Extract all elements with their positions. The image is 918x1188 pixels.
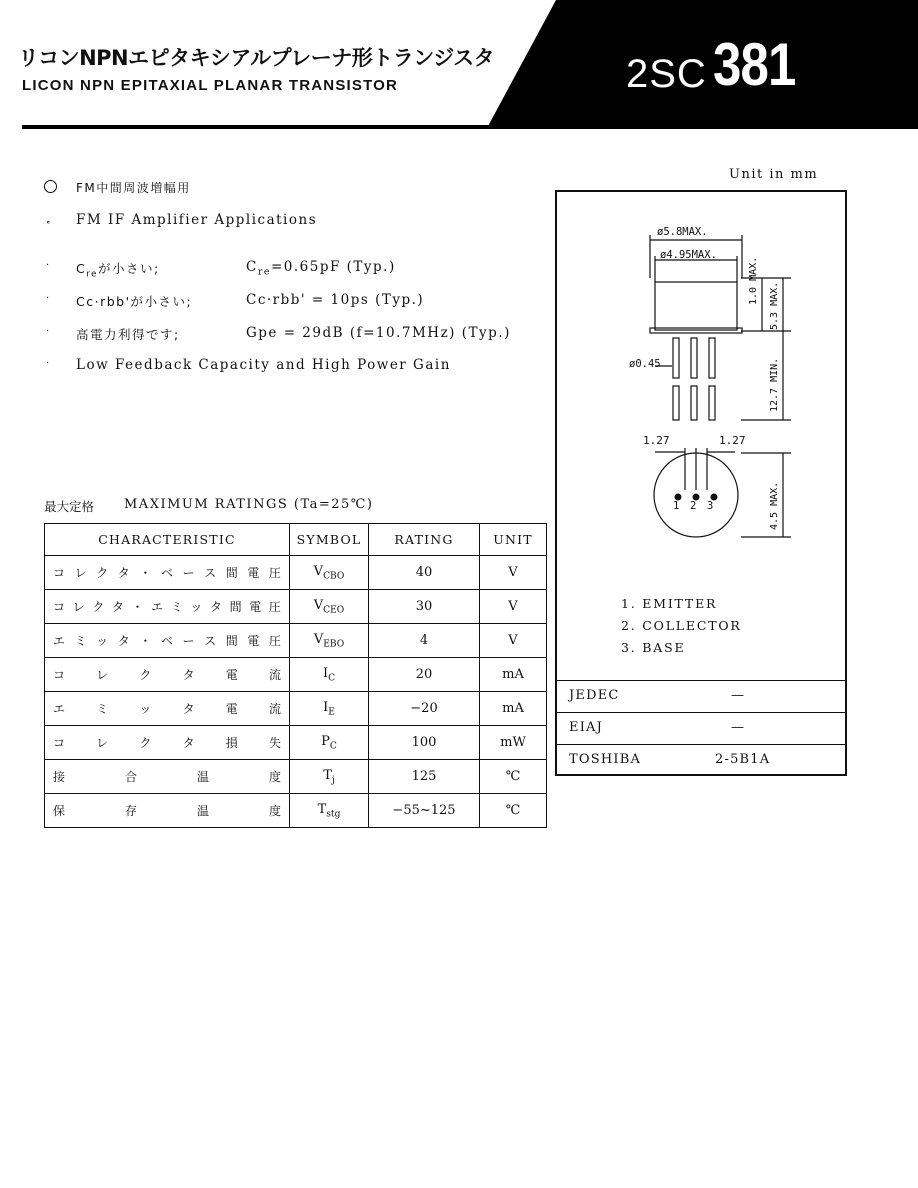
table-row <box>45 658 547 692</box>
row-characteristic <box>45 726 290 760</box>
table-row <box>45 692 547 726</box>
pin-2-label: 2. COLLECTOR <box>621 618 742 633</box>
standard-code: — <box>731 688 746 703</box>
pin-3-label: 3. BASE <box>621 640 686 655</box>
row-symbol: $I_E$ <box>290 692 369 726</box>
feature-2-label: Cc·rbb'が小さい; <box>76 294 193 309</box>
standard-row-eiaj <box>555 712 847 744</box>
row-name: 接 合 温 度 <box>53 770 281 784</box>
row-symbol: $T_{stg}$ <box>290 794 369 828</box>
header-symbol: SYMBOL <box>290 524 369 556</box>
row-name: コ レ ク タ ・ エ ミ ッ タ 間 電 圧 <box>53 600 281 614</box>
header-characteristic: CHARACTERISTIC <box>45 524 290 556</box>
row-characteristic <box>45 692 290 726</box>
title-japanese: リコンNPNエピタキシアルプレーナ形トランジスタ <box>18 46 495 70</box>
row-name: エ ミ ッ タ 電 流 <box>53 702 281 716</box>
standard-org: TOSHIBA <box>569 752 642 767</box>
feature-1-label: $C_{re}$が小さい; <box>76 261 160 280</box>
table-row <box>45 556 547 590</box>
row-characteristic <box>45 624 290 658</box>
standard-org: JEDEC <box>569 688 620 703</box>
dim-inner-diameter: ø4.95MAX. <box>660 249 717 261</box>
row-unit: mA <box>480 658 547 692</box>
pin-number-1: 1 <box>673 500 680 512</box>
row-rating: 125 <box>369 760 480 794</box>
table-row <box>45 624 547 658</box>
standard-row-jedec <box>555 680 847 712</box>
standard-org: EIAJ <box>569 720 604 735</box>
row-rating: −55~125 <box>369 794 480 828</box>
part-prefix: 2SC <box>626 52 707 96</box>
row-characteristic <box>45 556 290 590</box>
table-row <box>45 760 547 794</box>
bullet-icon: · <box>46 358 50 369</box>
row-symbol: $V_{CBO}$ <box>290 556 369 590</box>
application-en: FM IF Amplifier Applications <box>76 212 318 228</box>
row-unit: V <box>480 556 547 590</box>
feature-3-label: 高電力利得です; <box>76 327 180 342</box>
ratings-title-jp: 最大定格 <box>44 499 95 514</box>
application-jp: FM中間周波増幅用 <box>76 181 191 195</box>
standard-code: — <box>731 720 746 735</box>
row-symbol: $I_C$ <box>290 658 369 692</box>
row-rating: 4 <box>369 624 480 658</box>
row-name: コ レ ク タ 損 失 <box>53 736 281 750</box>
bullet-icon: · <box>46 260 50 271</box>
row-name: 保 存 温 度 <box>53 804 281 818</box>
bullet-icon: · <box>46 326 50 337</box>
dim-lead-length: 12.7 MIN. <box>769 357 780 412</box>
dim-outer-diameter: ø5.8MAX. <box>657 226 708 238</box>
row-unit: ℃ <box>480 760 547 794</box>
dim-total-height: 5.3 MAX. <box>769 281 780 330</box>
row-rating: 20 <box>369 658 480 692</box>
title-english: LICON NPN EPITAXIAL PLANAR TRANSISTOR <box>22 77 399 94</box>
dim-lead-diameter: ø0.45 <box>629 358 661 370</box>
standard-code: 2-5B1A <box>715 752 771 767</box>
row-rating: −20 <box>369 692 480 726</box>
pin-1-label: 1. EMITTER <box>621 596 718 611</box>
standard-row-toshiba <box>555 744 847 776</box>
header-unit: UNIT <box>480 524 547 556</box>
ratings-title-en: MAXIMUM RATINGS (Ta=25℃) <box>124 497 374 512</box>
row-name: コ レ ク タ 電 流 <box>53 668 281 682</box>
feature-2-value: Cc·rbb' = 10ps (Typ.) <box>246 292 425 308</box>
row-name: コ レ ク タ ・ ベ ー ス 間 電 圧 <box>53 566 281 580</box>
feature-4-text: Low Feedback Capacity and High Power Gain <box>76 357 451 373</box>
row-characteristic <box>45 658 290 692</box>
dim-body-height: 1.0 MAX. <box>748 256 759 305</box>
row-unit: mW <box>480 726 547 760</box>
bullet-icon: · <box>46 293 50 304</box>
bullet-icon: ∘ <box>46 218 51 228</box>
unit-note: Unit in mm <box>729 167 819 182</box>
row-symbol: $T_j$ <box>290 760 369 794</box>
feature-1-value: $C_{re}=0.65pF$ (Typ.) <box>246 259 396 278</box>
row-symbol: $V_{CEO}$ <box>290 590 369 624</box>
row-unit: V <box>480 624 547 658</box>
pin-number-2: 2 <box>690 500 697 512</box>
row-unit: mA <box>480 692 547 726</box>
row-characteristic <box>45 760 290 794</box>
row-unit: ℃ <box>480 794 547 828</box>
dim-pitch-left: 1.27 <box>643 434 670 447</box>
part-number: 381 <box>713 31 796 98</box>
row-rating: 40 <box>369 556 480 590</box>
table-row <box>45 726 547 760</box>
row-unit: V <box>480 590 547 624</box>
table-row <box>45 794 547 828</box>
row-symbol: $P_C$ <box>290 726 369 760</box>
dim-pitch-right: 1.27 <box>719 434 746 447</box>
row-rating: 100 <box>369 726 480 760</box>
row-name: エ ミ ッ タ ・ ベ ー ス 間 電 圧 <box>53 634 281 648</box>
circle-bullet-icon <box>44 180 57 193</box>
dim-bottom-height: 4.5 MAX. <box>769 481 780 530</box>
row-characteristic <box>45 590 290 624</box>
package-drawing <box>555 190 847 550</box>
pin-number-3: 3 <box>707 500 714 512</box>
row-rating: 30 <box>369 590 480 624</box>
ratings-table <box>44 523 547 828</box>
table-row <box>45 590 547 624</box>
feature-3-value: Gpe = 29dB (f=10.7MHz) (Typ.) <box>246 325 511 341</box>
header-rating: RATING <box>369 524 480 556</box>
table-header-row <box>45 524 547 556</box>
row-symbol: $V_{EBO}$ <box>290 624 369 658</box>
row-characteristic <box>45 794 290 828</box>
